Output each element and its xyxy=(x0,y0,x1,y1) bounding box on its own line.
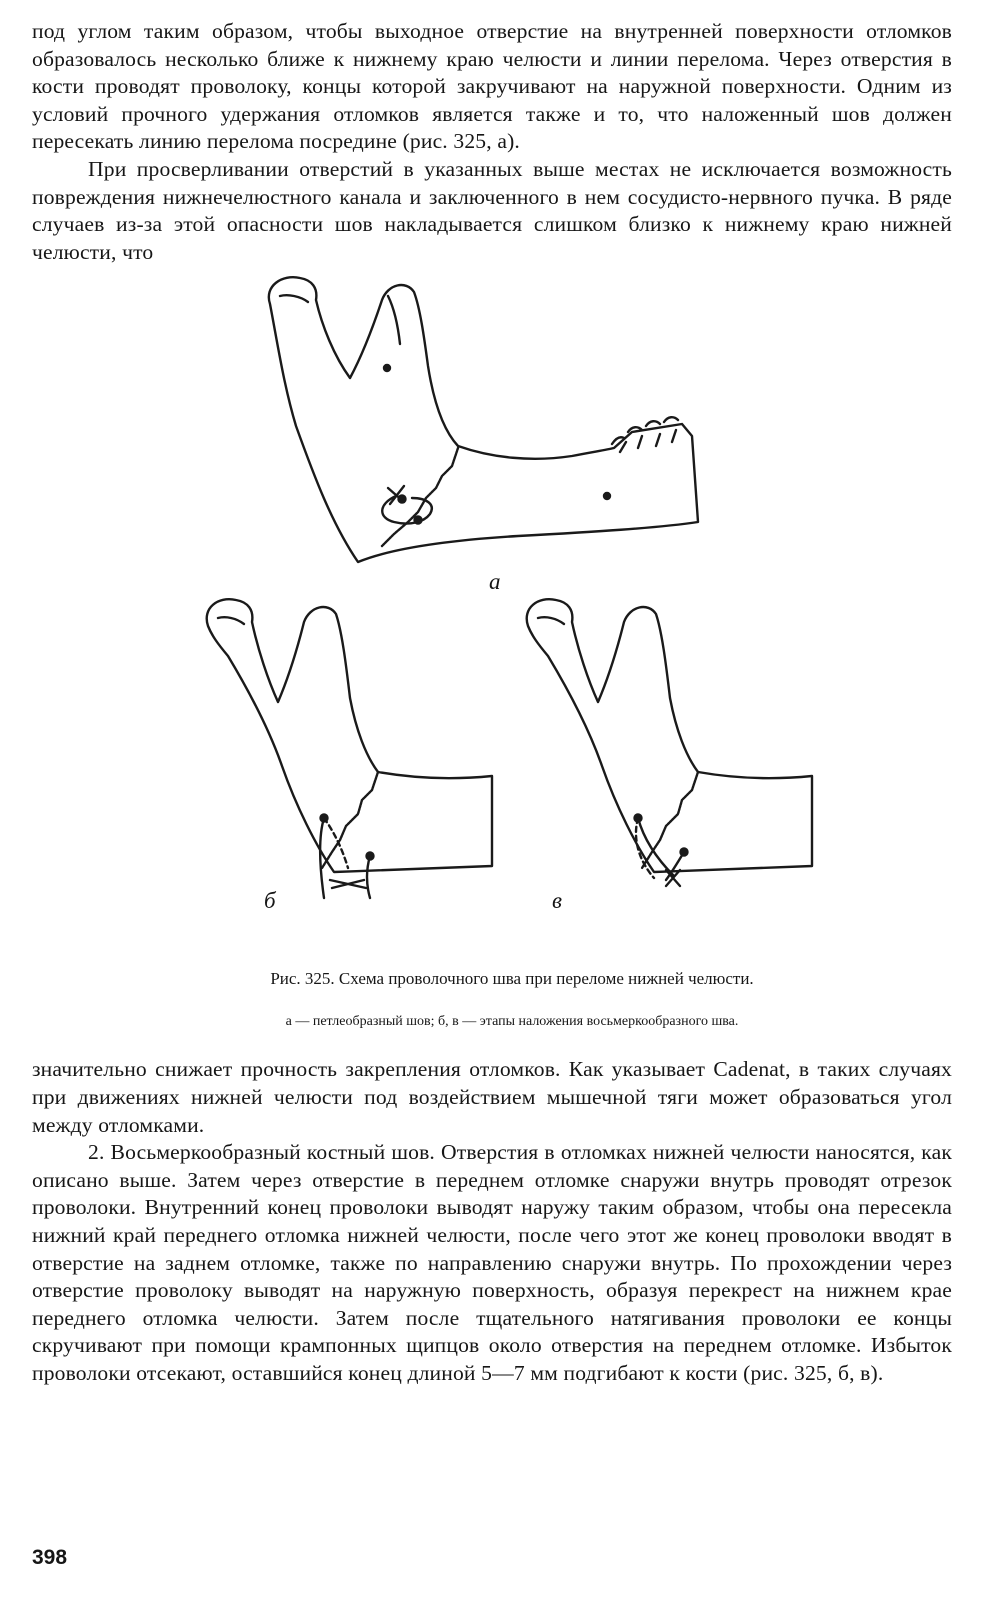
figure-a-drawing xyxy=(269,278,698,563)
mandible-illustration xyxy=(32,266,952,966)
figure-caption: Рис. 325. Схема проволочного шва при переломе нижней челюсти. xyxy=(270,969,754,989)
figure-label-v: в xyxy=(552,888,562,914)
figure-label-b: б xyxy=(264,888,276,914)
figure-legend: а — петлеобразный шов; б, в — этапы наложения восьмеркообразного шва. xyxy=(285,1014,739,1030)
book-page xyxy=(32,18,952,1387)
paragraph-bottom-2: 2. Восьмеркообразный костный шов. Отверстия в отломках нижней челюсти наносятся, как описано выше. Затем через отверстие в переднем отломке снаружи внутрь проводят отрезок проволоки. Внутренний конец проволоки выводят наружу таким образом, чтобы она пересекла нижний край переднего отломка нижней челюсти, после чего этот же конец проволоки вводят в отверстие на заднем отломке, также по направлению снаружи внутрь. По прохождении через отверстие проволоку выводят на наружную поверхность, образуя перекрест на нижнем крае переднего отломка челюсти. Затем после тщательного натягивания проволоки ее концы скручивают при помощи крампонных щипцов около отверстия на переднем отломке. Избыток проволоки отсекают, оставшийся конец длиной 5—7 мм подгибают к кости (рис. 325, б, в). xyxy=(32,1140,952,1385)
figure-label-a: а xyxy=(489,569,501,595)
paragraph-top-2: При просверливании отверстий в указанных выше местах не исключается возможность повреждения нижнечелюстного канала и заключенного в нем сосудисто-нервного пучка. В ряде случаев из-за этой опасности шов накладывается слишком близко к нижнему краю нижней челюсти, что xyxy=(32,156,952,264)
page-number: 398 xyxy=(32,1546,68,1569)
paragraph-top-1: под углом таким образом, чтобы выходное отверстие на внутренней поверхности отломков образовалось несколько ближе к нижнему краю челюсти и линии перелома. Через отверстия в кости проводят проволоку, концы которой закручивают на наружной поверхности. Одним из условий прочного удержания отломков является также и то, что наложенный шов должен пересекать линию перелома посредине (рис. 325, а). xyxy=(32,19,952,154)
figure-v-drawing xyxy=(527,600,812,887)
figure-325 xyxy=(32,266,952,1056)
paragraph-bottom-1: значительно снижает прочность закрепления отломков. Как указывает Cadenat, в таких случаях при движениях нижней челюсти под воздействием мышечной тяги может образоваться угол между отломками. xyxy=(32,1057,952,1137)
figure-b-drawing xyxy=(207,600,492,899)
